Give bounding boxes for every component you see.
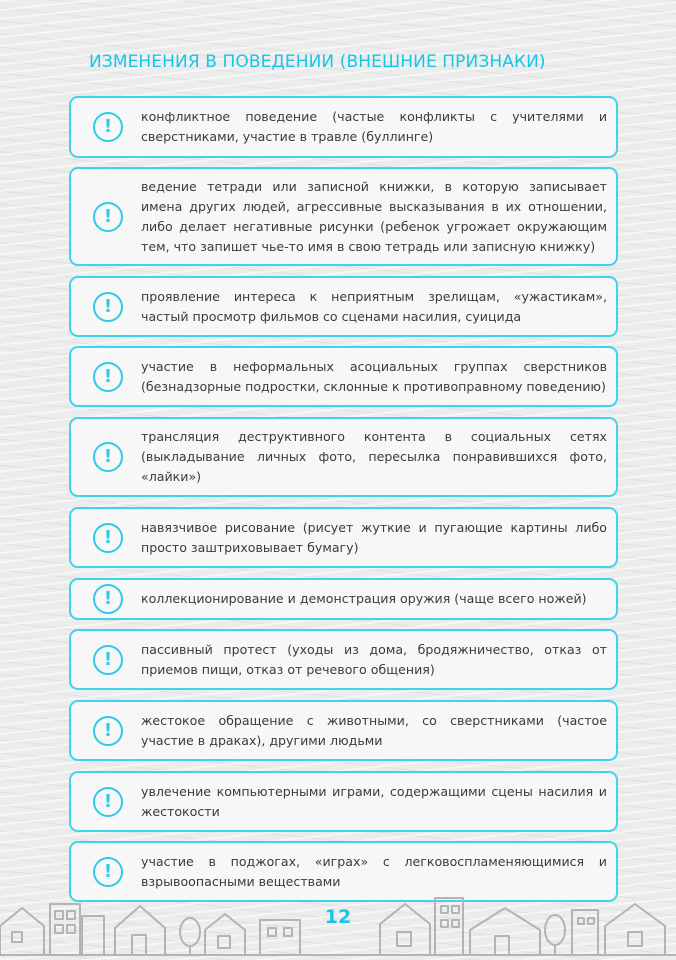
exclamation-circle-icon: ! [93,584,123,614]
page-title: ИЗМЕНЕНИЯ В ПОВЕДЕНИИ (ВНЕШНИЕ ПРИЗНАКИ) [89,52,546,72]
page-number: 12 [324,906,352,928]
sign-text: навязчивое рисование (рисует жуткие и пугающие картины либо просто заштриховывает бумагу) [141,519,607,555]
exclamation-circle-icon: ! [93,292,123,322]
sign-text: увлечение компьютерными играми, содержащими сцены насилия и жестокости [141,783,607,819]
sign-text: коллекционирование и демонстрация оружия (чаще всего ножей) [141,591,587,606]
exclamation-circle-icon: ! [93,442,123,472]
exclamation-circle-icon: ! [93,787,123,817]
sign-card [69,167,618,266]
exclamation-circle-icon: ! [93,202,123,232]
sign-text: участие в поджогах, «играх» с легковоспламеняющимися и взрывоопасными веществами [141,853,607,889]
exclamation-circle-icon: ! [93,716,123,746]
sign-card [69,578,618,620]
sign-text: трансляция деструктивного контента в социальных сетях (выкладывание личных фото, пересылка понравившихся фото, «лайки») [141,429,607,484]
sign-card [69,700,618,761]
exclamation-circle-icon: ! [93,523,123,553]
sign-card [69,276,618,337]
sign-text: проявление интереса к неприятным зрелищам, «ужастикам», частый просмотр фильмов со сценами насилия, суицида [141,288,607,324]
sign-card [69,629,618,690]
exclamation-circle-icon: ! [93,112,123,142]
sign-card [69,507,618,568]
sign-card [69,771,618,832]
exclamation-circle-icon: ! [93,645,123,675]
sign-text: ведение тетради или записной книжки, в которую записывает имена других людей, агрессивные высказывания в их отношении, либо делает негативные рисунки (ребенок угрожает окружающим тем, что запишет чье-то имя в свою тетрадь или записную книжку) [141,178,607,254]
sign-text: пассивный протест (уходы из дома, бродяжничество, отказ от приемов пищи, отказ от речевого общения) [141,641,607,677]
exclamation-circle-icon: ! [93,362,123,392]
sign-text: участие в неформальных асоциальных группах сверстников (безнадзорные подростки, склонные к противоправному поведению) [141,358,607,394]
sign-card [69,346,618,407]
sign-card [69,417,618,497]
sign-text: конфликтное поведение (частые конфликты с учителями и сверстниками, участие в травле (буллинге) [141,109,607,144]
sign-text: жестокое обращение с животными, со сверстниками (частое участие в драках), другими людьми [141,712,607,748]
exclamation-circle-icon: ! [93,857,123,887]
sign-card [69,96,618,158]
